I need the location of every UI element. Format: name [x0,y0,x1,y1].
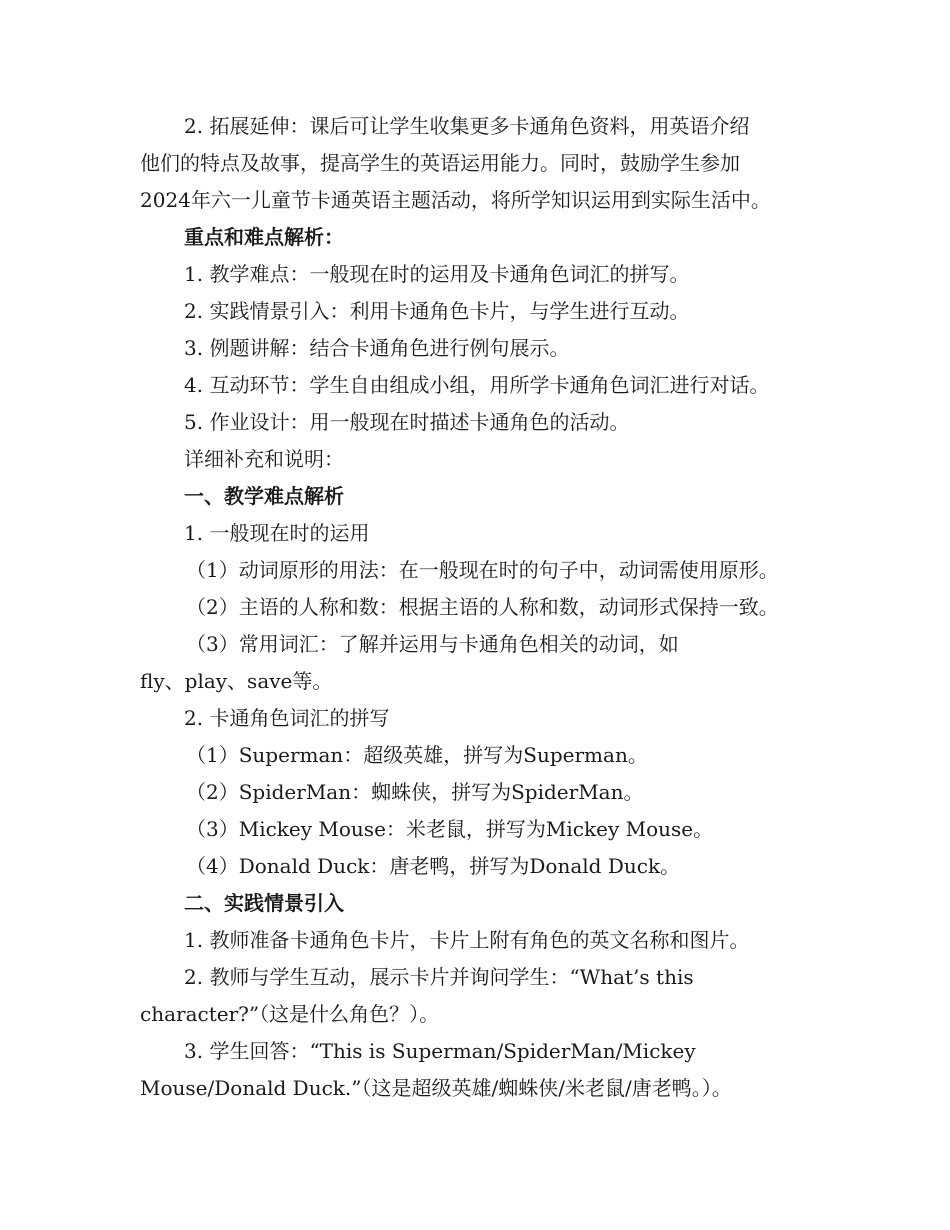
list-item: （3）常用词汇：了解并运用与卡通角色相关的动词，如 [186,632,679,656]
subheading: 1. 一般现在时的运用 [184,521,370,545]
section-heading: 重点和难点解析： [184,225,344,249]
list-item: 4. 互动环节：学生自由组成小组，用所学卡通角色词汇进行对话。 [184,373,770,397]
paragraph-line: 详细补充和说明： [184,447,344,471]
list-item: 2. 教师与学生互动，展示卡片并询问学生：“What’s this [184,965,694,989]
list-item: （2）SpiderMan：蜘蛛侠，拼写为SpiderMan。 [186,780,644,804]
list-item: 5. 作业设计：用一般现在时描述卡通角色的活动。 [184,410,630,434]
list-item: 3. 例题讲解：结合卡通角色进行例句展示。 [184,336,570,360]
list-item: 2. 实践情景引入：利用卡通角色卡片，与学生进行互动。 [184,299,690,323]
list-item: （1）动词原形的用法：在一般现在时的句子中，动词需使用原形。 [186,558,779,582]
list-item: 1. 教师准备卡通角色卡片，卡片上附有角色的英文名称和图片。 [184,928,750,952]
paragraph-line: 2024年六一儿童节卡通英语主题活动，将所学知识运用到实际生活中。 [140,188,771,212]
paragraph-line: character?”（这是什么角色？）。 [140,1002,440,1026]
list-item: 1. 教学难点：一般现在时的运用及卡通角色词汇的拼写。 [184,262,690,286]
section-heading: 二、实践情景引入 [184,891,344,915]
section-heading: 一、教学难点解析 [184,484,344,508]
list-item: （2）主语的人称和数：根据主语的人称和数，动词形式保持一致。 [186,595,779,619]
paragraph-line: fly、play、save等。 [140,669,333,693]
list-item: （4）Donald Duck：唐老鸭，拼写为Donald Duck。 [186,854,681,878]
list-item: （1）Superman：超级英雄，拼写为Superman。 [186,743,648,767]
list-item: 3. 学生回答：“This is Superman/SpiderMan/Mickey [184,1039,696,1063]
paragraph-line: 2. 拓展延伸：课后可让学生收集更多卡通角色资料，用英语介绍 [184,114,750,138]
paragraph-line: Mouse/Donald Duck.”（这是超级英雄/蜘蛛侠/米老鼠/唐老鸭。）。 [140,1076,732,1100]
subheading: 2. 卡通角色词汇的拼写 [184,706,390,730]
list-item: （3）Mickey Mouse：米老鼠，拼写为Mickey Mouse。 [186,817,714,841]
paragraph-line: 他们的特点及故事，提高学生的英语运用能力。同时，鼓励学生参加 [140,151,740,175]
